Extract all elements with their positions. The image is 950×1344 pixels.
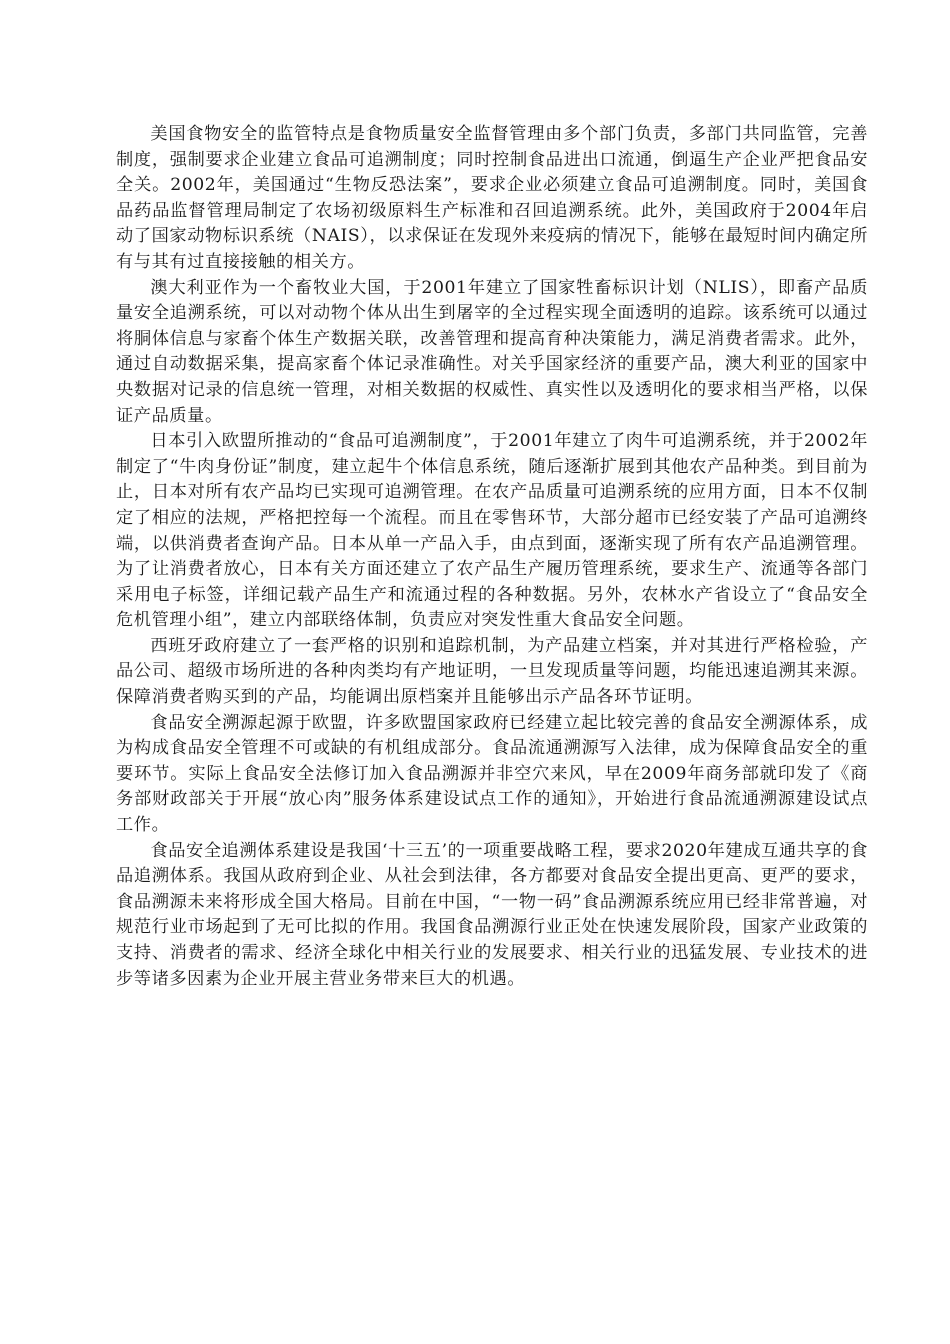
paragraph-china-system: 食品安全追溯体系建设是我国‘十三五’的一项重要战略工程，要求2020年建成互通共享的食品追溯体系。我国从政府到企业、从社会到法律，各方都要对食品安全提出更高、更严的要求，食品溯源未来将形成全国大格局。目前在中国，“一物一码”食品溯源系统应用已经非常普遍，对规范行业市场起到了无可比拟的作用。我国食品溯源行业正处在快速发展阶段，国家产业政策的支持、消费者的需求、经济全球化中相关行业的发展要求、相关行业的迅猛发展、专业技术的进步等诸多因素为企业开展主营业务带来巨大的机遇。 [116,840,868,989]
paragraph-australia: 澳大利亚作为一个畜牧业大国，于2001年建立了国家牲畜标识计划（NLIS），即畜产品质量安全追溯系统，可以对动物个体从出生到屠宰的全过程实现全面透明的追踪。该系统可以通过将胴体信息与家畜个体生产数据关联，改善管理和提高育种决策能力，满足消费者需求。此外，通过自动数据采集，提高家畜个体记录准确性。对关乎国家经济的重要产品，澳大利亚的国家中央数据对记录的信息统一管理，对相关数据的权威性、真实性以及透明化的要求相当严格，以保证产品质量。 [116,277,868,426]
paragraph-japan: 日本引入欧盟所推动的“食品可追溯制度”，于2001年建立了肉牛可追溯系统，并于2002年制定了“牛肉身份证”制度，建立起牛个体信息系统，随后逐渐扩展到其他农产品种类。到目前为止，日本对所有农产品均已实现可追溯管理。在农产品质量可追溯系统的应用方面，日本不仅制定了相应的法规，严格把控每一个流程。而且在零售环节，大部分超市已经安装了产品可追溯终端，以供消费者查询产品。日本从单一产品入手，由点到面，逐渐实现了所有农产品追溯管理。为了让消费者放心，日本有关方面还建立了农产品生产履历管理系统，要求生产、流通等各部门采用电子标签，详细记载产品生产和流通过程的各种数据。另外，农林水产省设立了“食品安全危机管理小组”，建立内部联络体制，负责应对突发性重大食品安全问题。 [116,431,868,631]
paragraph-usa: 美国食物安全的监管特点是食物质量安全监督管理由多个部门负责，多部门共同监管，完善制度，强制要求企业建立食品可追溯制度；同时控制食品进出口流通，倒逼生产企业严把食品安全关。2002年，美国通过“生物反恐法案”，要求企业必须建立食品可追溯制度。同时，美国食品药品监督管理局制定了农场初级原料生产标准和召回追溯系统。此外，美国政府于2004年启动了国家动物标识系统（NAIS），以求保证在发现外来疫病的情况下，能够在最短时间内确定所有与其有过直接接触的相关方。 [116,124,868,272]
paragraph-spain: 西班牙政府建立了一套严格的识别和追踪机制，为产品建立档案，并对其进行严格检验，产品公司、超级市场所进的各种肉类均有产地证明，一旦发现质量等问题，均能迅速追溯其来源。保障消费者购买到的产品，均能调出原档案并且能够出示产品各环节证明。 [116,635,868,708]
document-body [116,122,868,992]
paragraph-eu-origin: 食品安全溯源起源于欧盟，许多欧盟国家政府已经建立起比较完善的食品安全溯源体系，成为构成食品安全管理不可或缺的有机组成部分。食品流通溯源写入法律，成为保障食品安全的重要环节。实际上食品安全法修订加入食品溯源并非空穴来风，早在2009年商务部就印发了《商务部财政部关于开展“放心肉”服务体系建设试点工作的通知》，开始进行食品流通溯源建设试点工作。 [116,712,868,836]
